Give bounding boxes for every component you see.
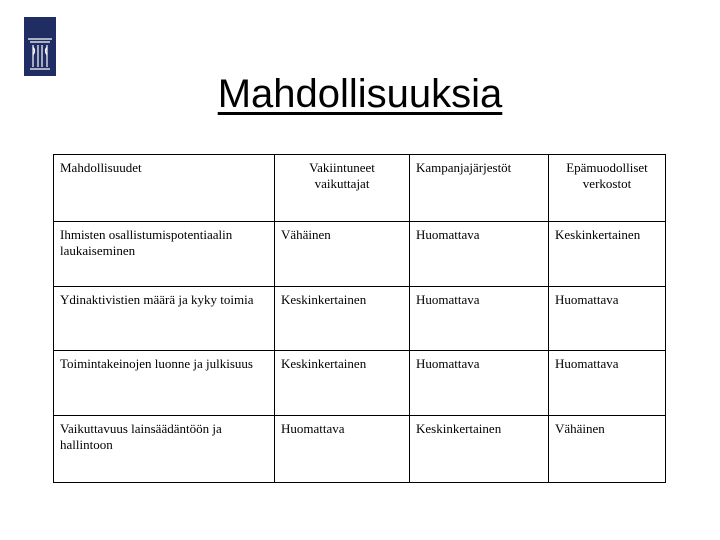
table-cell: Huomattava bbox=[549, 287, 666, 351]
table-cell: Keskinkertainen bbox=[275, 351, 410, 416]
table-cell: Huomattava bbox=[410, 287, 549, 351]
table-cell: Huomattava bbox=[275, 416, 410, 483]
table-row bbox=[54, 287, 666, 351]
table-row bbox=[54, 351, 666, 416]
table-cell: Huomattava bbox=[410, 351, 549, 416]
slide-title: Mahdollisuuksia bbox=[217, 72, 503, 116]
table-cell: Toimintakeinojen luonne ja julkisuus bbox=[54, 351, 275, 416]
header-cell: Kampanjajärjestöt bbox=[410, 155, 549, 222]
header-cell: Epämuodolliset verkostot bbox=[549, 155, 666, 222]
table-cell: Vähäinen bbox=[549, 416, 666, 483]
opportunities-table bbox=[53, 154, 666, 483]
table-cell: Keskinkertainen bbox=[549, 222, 666, 287]
table-cell: Vähäinen bbox=[275, 222, 410, 287]
table-cell: Ydinaktivistien määrä ja kyky toimia bbox=[54, 287, 275, 351]
header-cell: Mahdollisuudet bbox=[54, 155, 275, 222]
table-row bbox=[54, 416, 666, 483]
table-cell: Vaikuttavuus lainsäädäntöön ja hallintoon bbox=[54, 416, 275, 483]
header-cell: Vakiintuneet vaikuttajat bbox=[275, 155, 410, 222]
table-cell: Keskinkertainen bbox=[275, 287, 410, 351]
table-row bbox=[54, 222, 666, 287]
table-cell: Keskinkertainen bbox=[410, 416, 549, 483]
table-cell: Ihmisten osallistumispotentiaalin laukaiseminen bbox=[54, 222, 275, 287]
table-cell: Huomattava bbox=[410, 222, 549, 287]
table-cell: Huomattava bbox=[549, 351, 666, 416]
table-header-row bbox=[54, 155, 666, 222]
